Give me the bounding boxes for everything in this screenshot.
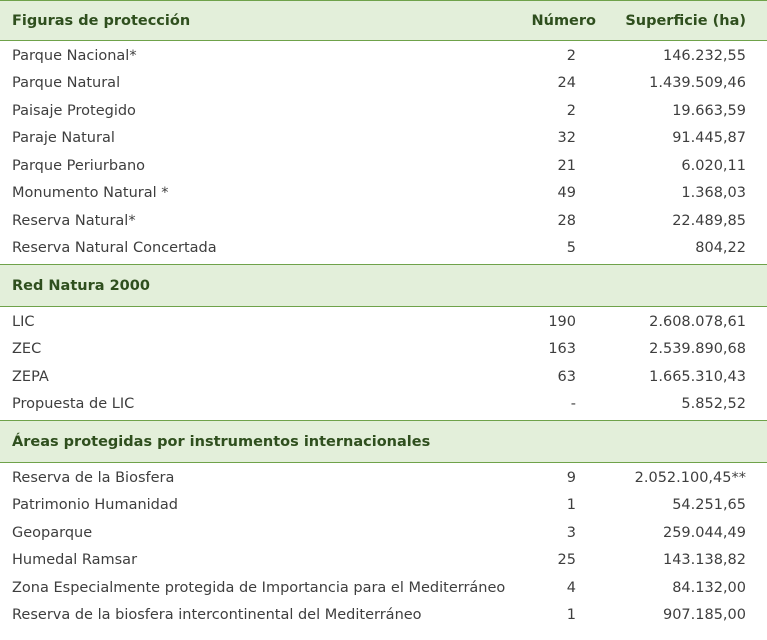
table-row xyxy=(0,519,767,547)
row-name: Geoparque xyxy=(12,524,93,541)
row-number: 25 xyxy=(557,552,576,569)
row-name: Humedal Ramsar xyxy=(12,552,138,569)
row-number: 21 xyxy=(557,157,576,174)
row-area: 146.232,55 xyxy=(662,47,746,64)
table-row xyxy=(0,363,767,391)
row-name: Reserva Natural* xyxy=(12,212,136,229)
header-figuras: Figuras de protección xyxy=(12,12,191,29)
table-row xyxy=(0,207,767,235)
row-number: 24 xyxy=(557,75,576,92)
row-area: 1.665.310,43 xyxy=(649,368,746,385)
table-row xyxy=(0,391,767,419)
row-area: 2.539.890,68 xyxy=(649,341,746,358)
table-row xyxy=(0,180,767,208)
row-area: 2.052.100,45** xyxy=(634,469,746,486)
group-areas-internacionales xyxy=(0,463,767,631)
row-name: ZEC xyxy=(12,341,42,358)
row-name: Patrimonio Humanidad xyxy=(12,497,178,514)
table-row xyxy=(0,70,767,98)
row-number: 49 xyxy=(557,185,576,202)
table-row xyxy=(0,125,767,153)
row-number: 5 xyxy=(566,240,576,257)
row-name: Propuesta de LIC xyxy=(12,396,135,413)
row-name: Parque Natural xyxy=(12,75,121,92)
row-area: 54.251,65 xyxy=(672,497,746,514)
table-row xyxy=(0,152,767,180)
row-area: 804,22 xyxy=(695,240,746,257)
header-numero: Número xyxy=(531,12,596,29)
row-name: Paisaje Protegido xyxy=(12,102,136,119)
row-area: 22.489,85 xyxy=(672,212,746,229)
row-area: 259.044,49 xyxy=(662,524,746,541)
row-number: 2 xyxy=(566,102,576,119)
row-name: Zona Especialmente protegida de Importancia para el Mediterráneo xyxy=(12,579,506,596)
section-header-red-natura: Red Natura 2000 xyxy=(0,264,767,307)
row-area: 91.445,87 xyxy=(672,130,746,147)
row-area: 907.185,00 xyxy=(662,607,746,624)
row-name: Reserva de la biosfera intercontinental del Mediterráneo xyxy=(12,607,422,624)
row-area: 5.852,52 xyxy=(681,396,746,413)
table-row xyxy=(0,492,767,520)
table-row xyxy=(0,42,767,70)
row-number: 9 xyxy=(566,469,576,486)
header-superficie: Superficie (ha) xyxy=(625,12,746,29)
row-number: 32 xyxy=(557,130,576,147)
row-number: 190 xyxy=(548,313,576,330)
row-name: ZEPA xyxy=(12,368,49,385)
row-number: - xyxy=(570,396,576,413)
table-row xyxy=(0,464,767,492)
table-row xyxy=(0,308,767,336)
section-header-areas-internacionales: Áreas protegidas por instrumentos internacionales xyxy=(0,420,767,463)
table-row xyxy=(0,235,767,263)
row-area: 1.368,03 xyxy=(681,185,746,202)
row-number: 63 xyxy=(557,368,576,385)
row-number: 163 xyxy=(548,341,576,358)
row-area: 1.439.509,46 xyxy=(649,75,746,92)
row-number: 1 xyxy=(566,607,576,624)
group-figuras xyxy=(0,41,767,264)
table-row xyxy=(0,602,767,630)
row-number: 28 xyxy=(557,212,576,229)
row-area: 19.663,59 xyxy=(672,102,746,119)
row-name: Monumento Natural * xyxy=(12,185,169,202)
table-header xyxy=(0,0,767,41)
table-row xyxy=(0,574,767,602)
row-name: Paraje Natural xyxy=(12,130,115,147)
row-name: LIC xyxy=(12,313,35,330)
table-row xyxy=(0,97,767,125)
row-number: 4 xyxy=(566,579,576,596)
row-name: Parque Periurbano xyxy=(12,157,146,174)
row-number: 2 xyxy=(566,47,576,64)
row-area: 6.020,11 xyxy=(681,157,746,174)
group-red-natura xyxy=(0,307,767,420)
row-name: Reserva de la Biosfera xyxy=(12,469,175,486)
row-area: 84.132,00 xyxy=(672,579,746,596)
row-area: 2.608.078,61 xyxy=(649,313,746,330)
row-name: Parque Nacional* xyxy=(12,47,137,64)
table-row xyxy=(0,547,767,575)
row-number: 3 xyxy=(566,524,576,541)
row-number: 1 xyxy=(566,497,576,514)
row-area: 143.138,82 xyxy=(662,552,746,569)
row-name: Reserva Natural Concertada xyxy=(12,240,217,257)
table-row xyxy=(0,336,767,364)
